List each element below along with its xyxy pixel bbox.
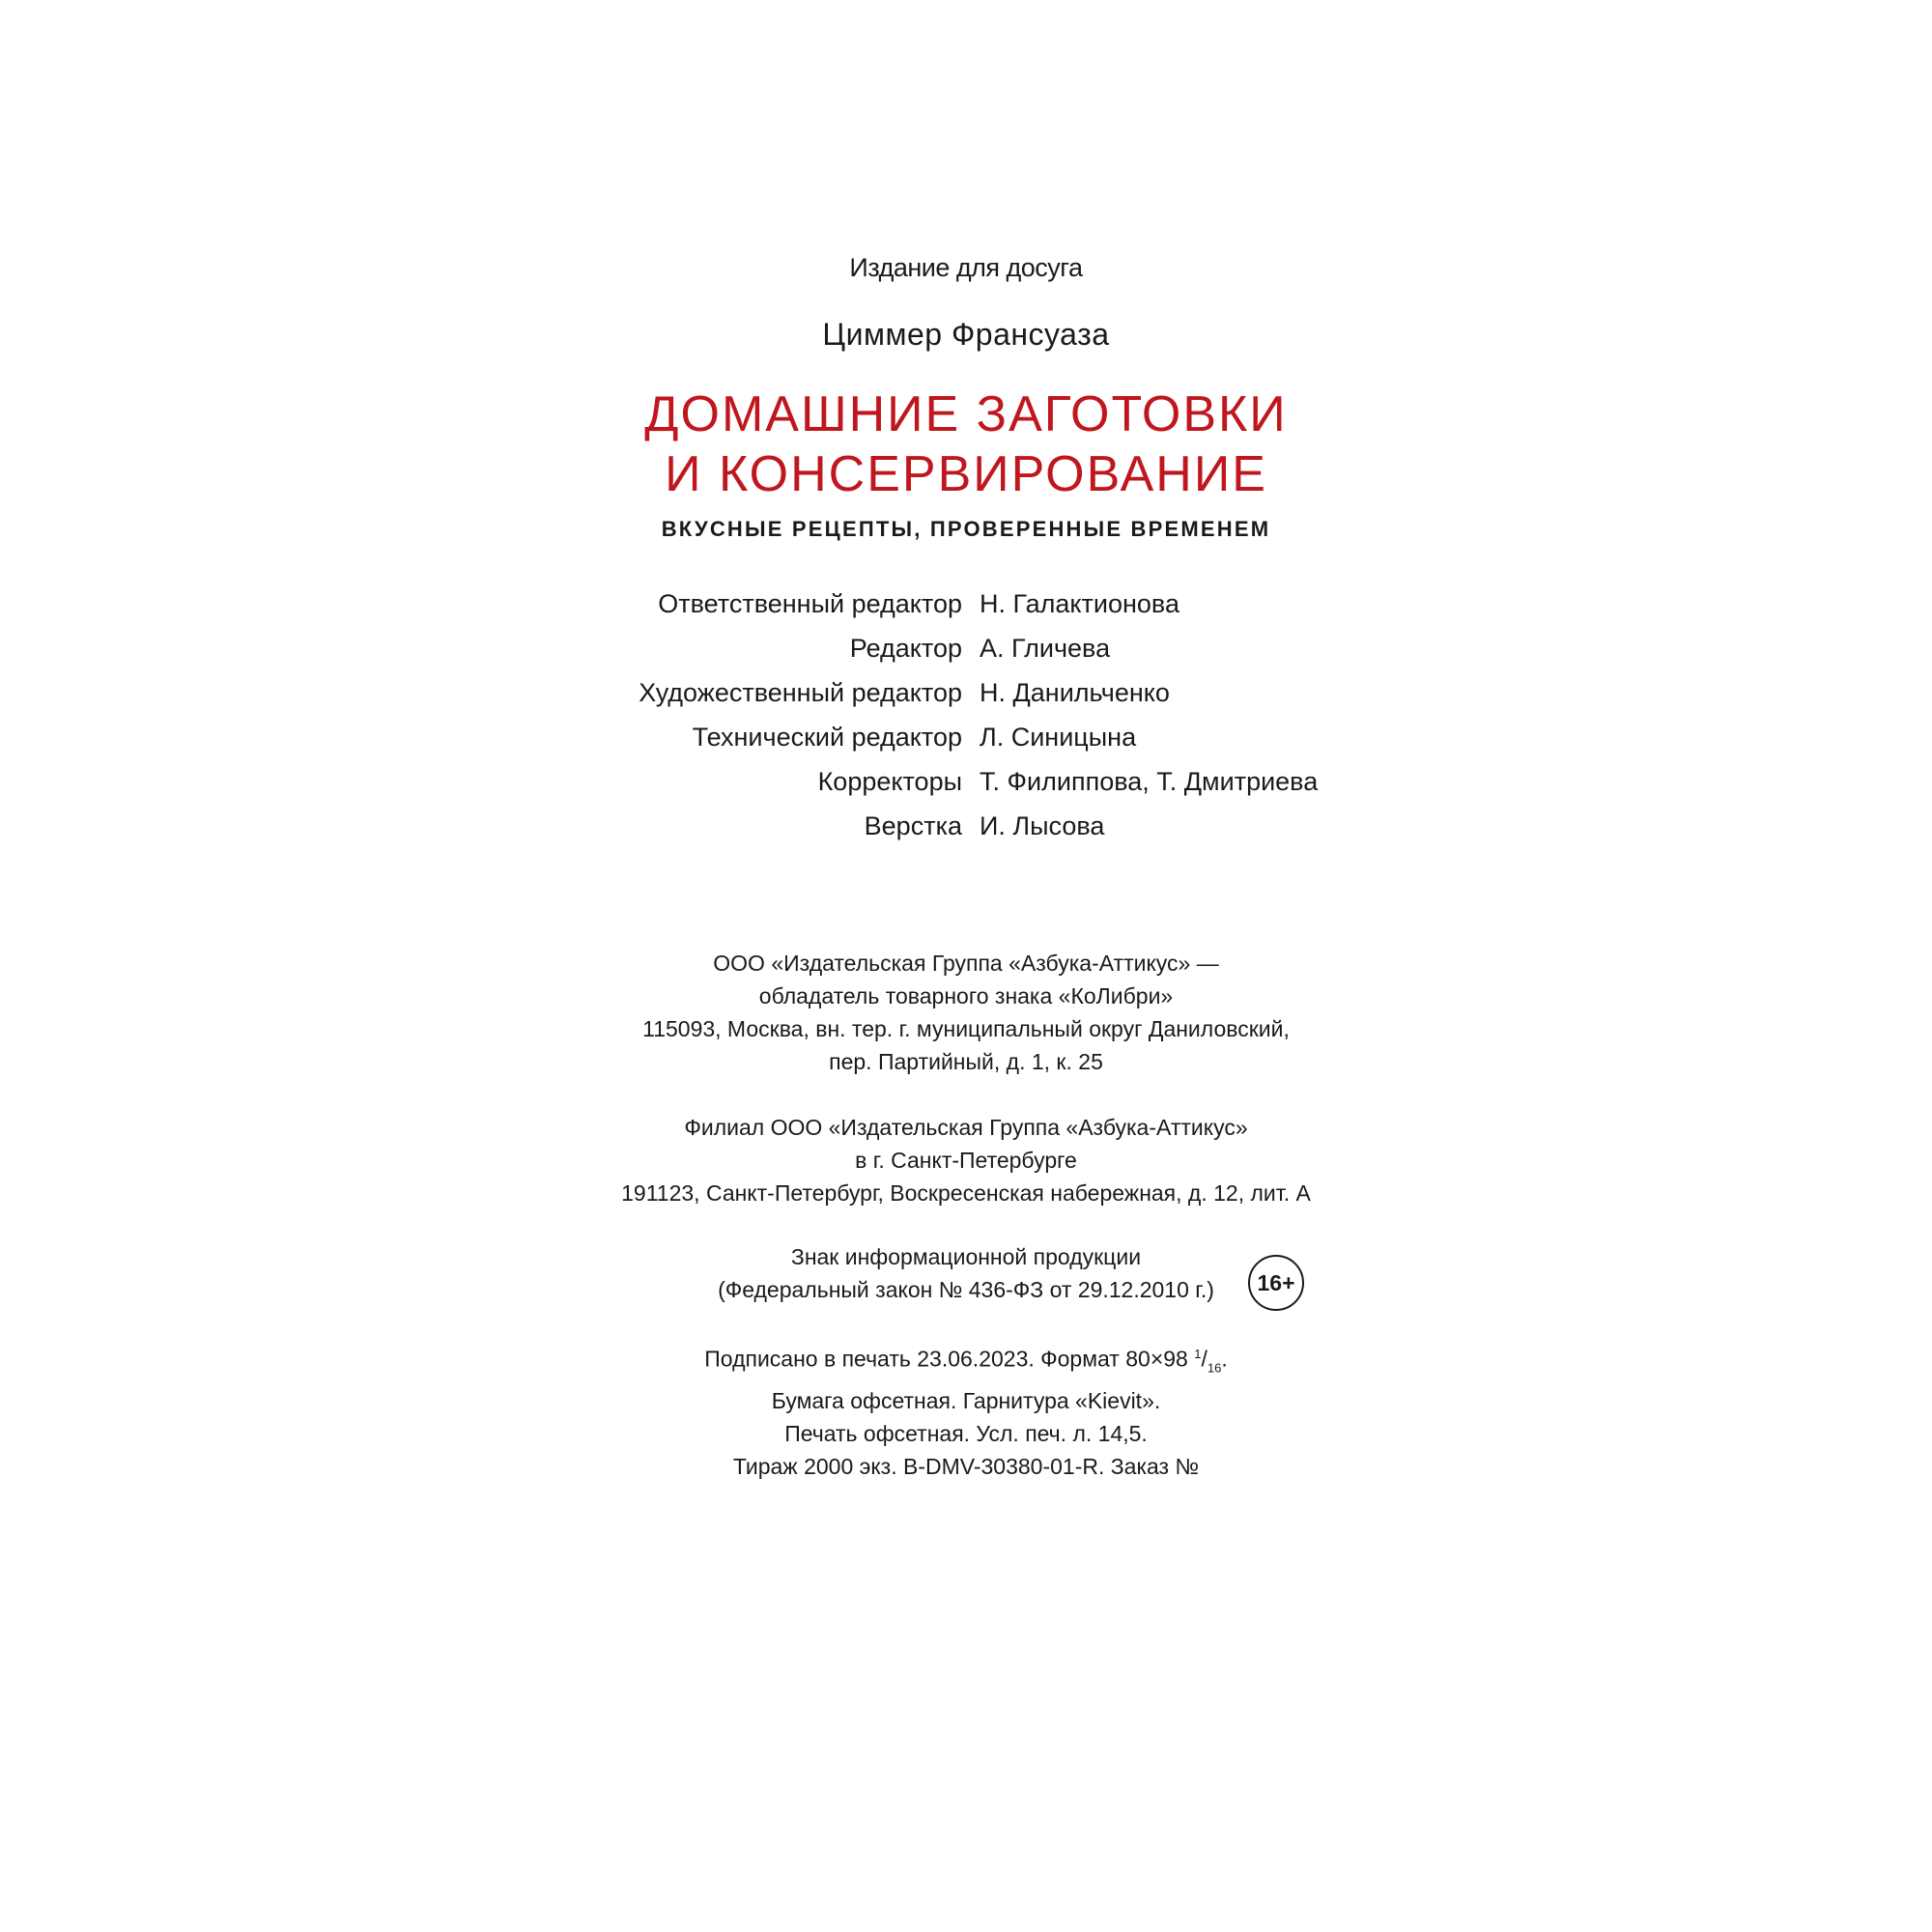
- branch-line: 191123, Санкт-Петербург, Воскресенская набережная, д. 12, лит. А: [621, 1180, 1311, 1206]
- book-title: [0, 384, 1932, 504]
- credit-row: [0, 767, 1932, 811]
- credit-row: [0, 811, 1932, 856]
- age-rating-badge: 16+: [1248, 1255, 1304, 1311]
- credit-row: [0, 589, 1932, 634]
- credits-list: [0, 589, 1932, 856]
- publisher-line: ООО «Издательская Группа «Азбука-Аттикус» —: [713, 951, 1219, 976]
- credit-role: Технический редактор: [692, 723, 962, 752]
- publisher-line: пер. Партийный, д. 1, к. 25: [829, 1049, 1103, 1074]
- book-subtitle: ВКУСНЫЕ РЕЦЕПТЫ, ПРОВЕРЕННЫЕ ВРЕМЕНЕМ: [661, 517, 1271, 541]
- print-format-text: Подписано в печать 23.06.2023. Формат 80×98: [704, 1346, 1188, 1372]
- print-info: [0, 1338, 1932, 1483]
- publisher-line: 115093, Москва, вн. тер. г. муниципальный округ Даниловский,: [642, 1016, 1290, 1041]
- credit-name: Т. Филиппова, Т. Дмитриева: [980, 767, 1319, 796]
- publisher-info: [0, 947, 1932, 1078]
- branch-info: [0, 1111, 1932, 1209]
- credit-name: Н. Галактионова: [980, 589, 1179, 618]
- publisher-line: обладатель товарного знака «КоЛибри»: [758, 983, 1174, 1009]
- credit-role: Верстка: [864, 811, 962, 840]
- info-sign-line: (Федеральный закон № 436-ФЗ от 29.12.2010 г.): [718, 1277, 1214, 1302]
- credit-name: А. Гличева: [980, 634, 1111, 663]
- information-sign: [0, 1240, 1932, 1306]
- author-name: Циммер Франсуаза: [822, 317, 1110, 352]
- book-title-line-1: ДОМАШНИЕ ЗАГОТОВКИ: [644, 386, 1288, 442]
- credit-name: И. Лысова: [980, 811, 1105, 840]
- print-line: Тираж 2000 экз. B-DMV-30380-01-R. Заказ №: [732, 1454, 1200, 1480]
- print-line: Печать офсетная. Усл. печ. л. 14,5.: [784, 1421, 1148, 1447]
- credit-row: [0, 678, 1932, 723]
- format-fraction-numerator: 1: [1194, 1347, 1202, 1361]
- credit-row: [0, 723, 1932, 767]
- print-line: Бумага офсетная. Гарнитура «Kievit».: [771, 1388, 1161, 1414]
- credit-role: Художественный редактор: [639, 678, 962, 707]
- book-title-line-2: И КОНСЕРВИРОВАНИЕ: [665, 446, 1267, 502]
- edition-type: Издание для досуга: [849, 253, 1083, 282]
- info-sign-line: Знак информационной продукции: [790, 1244, 1142, 1269]
- credit-role: Корректоры: [817, 767, 962, 796]
- branch-line: в г. Санкт-Петербурге: [855, 1148, 1077, 1173]
- credit-name: Л. Синицына: [980, 723, 1137, 752]
- credit-role: Ответственный редактор: [658, 589, 962, 618]
- credit-row: [0, 634, 1932, 678]
- format-fraction-denominator: 16: [1207, 1360, 1222, 1376]
- credit-role: Редактор: [849, 634, 962, 663]
- credit-name: Н. Данильченко: [980, 678, 1170, 707]
- print-line: Подписано в печать 23.06.2023. Формат 80×98 $^1/_{16}$.: [704, 1346, 1228, 1376]
- branch-line: Филиал ООО «Издательская Группа «Азбука-Аттикус»: [684, 1115, 1248, 1140]
